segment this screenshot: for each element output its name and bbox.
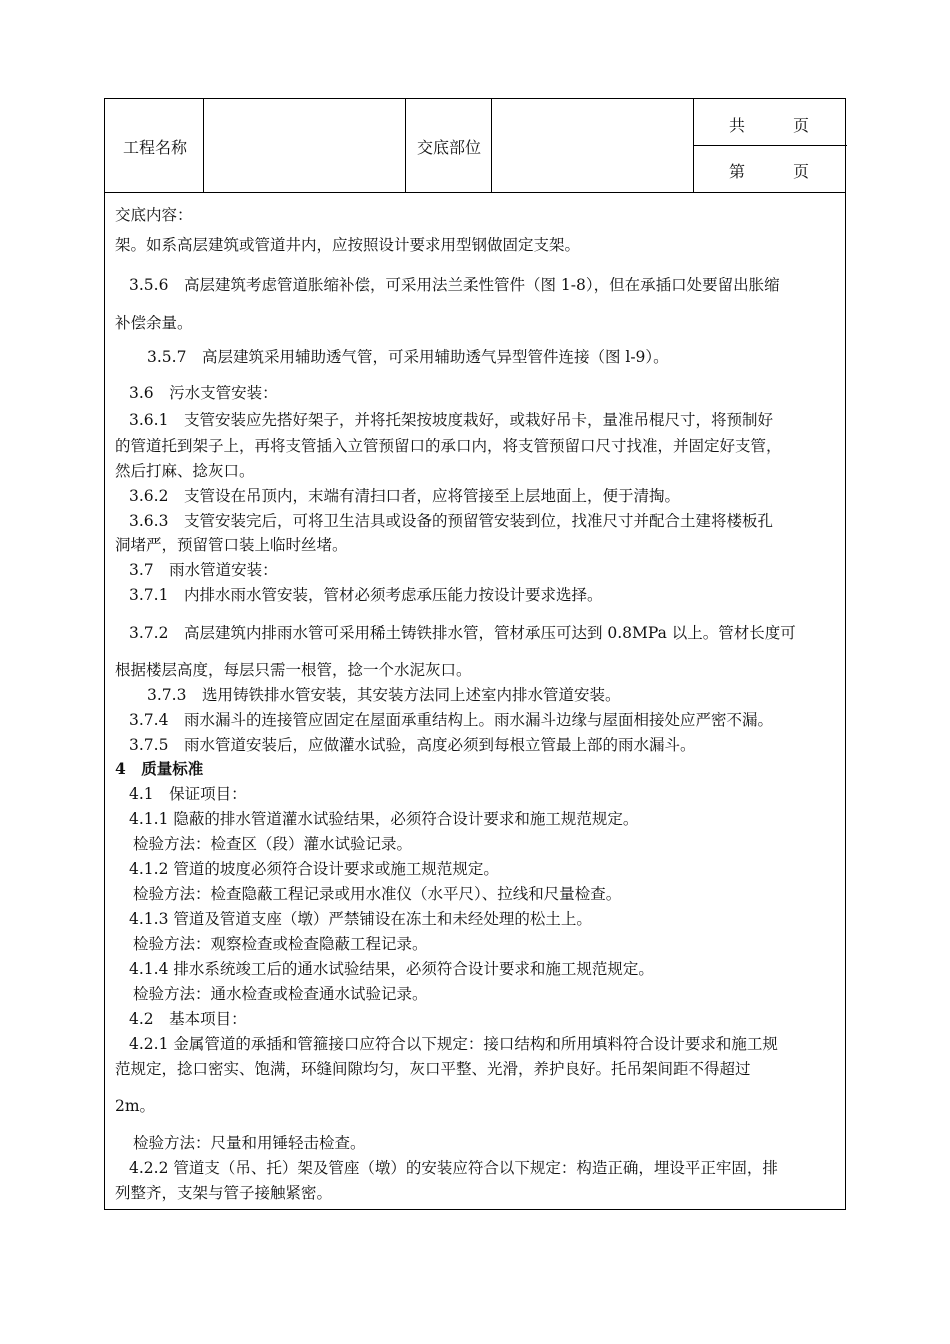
content-line: 3.6.3 支管安装完后，可将卫生洁具或设备的预留管安装到位，找准尺寸并配合土建将楼板孔 bbox=[129, 512, 773, 530]
page-number: 第 页 bbox=[729, 162, 810, 181]
content-line: 4.1.3 管道及管道支座（墩）严禁铺设在冻土和未经处理的松土上。 bbox=[129, 910, 592, 928]
content-line: 检验方法：检查隐蔽工程记录或用水准仪（水平尺）、拉线和尺量检查。 bbox=[133, 885, 622, 903]
content-line: 3.7 雨水管道安装： bbox=[129, 561, 278, 579]
content-line: 4.1.1 隐蔽的排水管道灌水试验结果，必须符合设计要求和施工规范规定。 bbox=[129, 810, 639, 828]
content-line: 架。如系高层建筑或管道井内，应按照设计要求用型钢做固定支架。 bbox=[115, 236, 581, 254]
content-line: 3.7.5 雨水管道安装后，应做灌水试验，高度必须到每根立管最上部的雨水漏斗。 bbox=[129, 736, 696, 754]
content-line: 根据楼层高度，每层只需一根管，捻一个水泥灰口。 bbox=[115, 661, 472, 679]
content-line: 4.2.2 管道支（吊、托）架及管座（墩）的安装应符合以下规定：构造正确，埋设平正牢固，排 bbox=[129, 1159, 778, 1177]
content-line: 4.2 基本项目： bbox=[129, 1010, 247, 1028]
content-line: 3.7.4 雨水漏斗的连接管应固定在屋面承重结构上。雨水漏斗边缘与屋面相接处应严密不漏。 bbox=[129, 711, 773, 729]
content-line: 3.6 污水支管安装： bbox=[129, 384, 278, 402]
content-line: 3.5.6 高层建筑考虑管道胀缩补偿，可采用法兰柔性管件（图 1-8），但在承插口处要留出胀缩 bbox=[129, 276, 780, 294]
header-divider bbox=[203, 99, 204, 192]
content-line: 范规定，捻口密实、饱满，环缝间隙均匀，灰口平整、光滑，养护良好。托吊架间距不得超过 bbox=[115, 1060, 751, 1078]
location-label: 交底部位 bbox=[417, 138, 482, 157]
content-line: 洞堵严，预留管口装上临时丝堵。 bbox=[115, 536, 348, 554]
content-line: 4.2.1 金属管道的承插和管箍接口应符合以下规定：接口结构和所用填料符合设计要求和施工规 bbox=[129, 1035, 778, 1053]
form-header bbox=[105, 99, 845, 193]
header-divider bbox=[693, 145, 847, 146]
content-line: 3.7.2 高层建筑内排雨水管可采用稀土铸铁排水管，管材承压可达到 0.8MPa 以上。管材长度可 bbox=[129, 624, 796, 642]
content-line: 3.7.1 内排水雨水管安装，管材必须考虑承压能力按设计要求选择。 bbox=[129, 586, 603, 604]
content-line: 检验方法：观察检查或检查隐蔽工程记录。 bbox=[133, 935, 428, 953]
total-pages: 共 页 bbox=[729, 116, 810, 135]
content-line: 补偿余量。 bbox=[115, 314, 193, 332]
content-line: 4.1.4 排水系统竣工后的通水试验结果，必须符合设计要求和施工规范规定。 bbox=[129, 960, 654, 978]
content-line: 2m。 bbox=[115, 1097, 156, 1115]
content-line: 检验方法：尺量和用锤轻击检查。 bbox=[133, 1134, 366, 1152]
section-heading: 4 质量标准 bbox=[115, 759, 204, 778]
content-line: 3.5.7 高层建筑采用辅助透气管，可采用辅助透气异型管件连接（图 l-9）。 bbox=[147, 348, 669, 366]
content-line: 4.1.2 管道的坡度必须符合设计要求或施工规范规定。 bbox=[129, 860, 499, 878]
content-line: 4.1 保证项目： bbox=[129, 785, 247, 803]
content-line: 3.6.1 支管安装应先搭好架子，并将托架按坡度栽好，或栽好吊卡，量准吊棍尺寸，将预制好 bbox=[129, 411, 773, 429]
content-line: 的管道托到架子上，再将支管插入立管预留口的承口内，将支管预留口尺寸找准，并固定好支管， bbox=[115, 437, 782, 455]
content-line: 列整齐，支架与管子接触紧密。 bbox=[115, 1184, 333, 1202]
content-line: 3.7.3 选用铸铁排水管安装，其安装方法同上述室内排水管道安装。 bbox=[147, 686, 621, 704]
content-line: 3.6.2 支管设在吊顶内，末端有清扫口者，应将管接至上层地面上，便于清掏。 bbox=[129, 487, 680, 505]
header-divider bbox=[491, 99, 492, 192]
content-label: 交底内容： bbox=[115, 206, 193, 224]
project-name-label: 工程名称 bbox=[123, 138, 188, 157]
disclosure-form bbox=[104, 98, 846, 1210]
content-line: 检验方法：检查区（段）灌水试验记录。 bbox=[133, 835, 413, 853]
header-divider bbox=[405, 99, 406, 192]
content-line: 检验方法：通水检查或检查通水试验记录。 bbox=[133, 985, 428, 1003]
content-line: 然后打麻、捻灰口。 bbox=[115, 462, 255, 480]
